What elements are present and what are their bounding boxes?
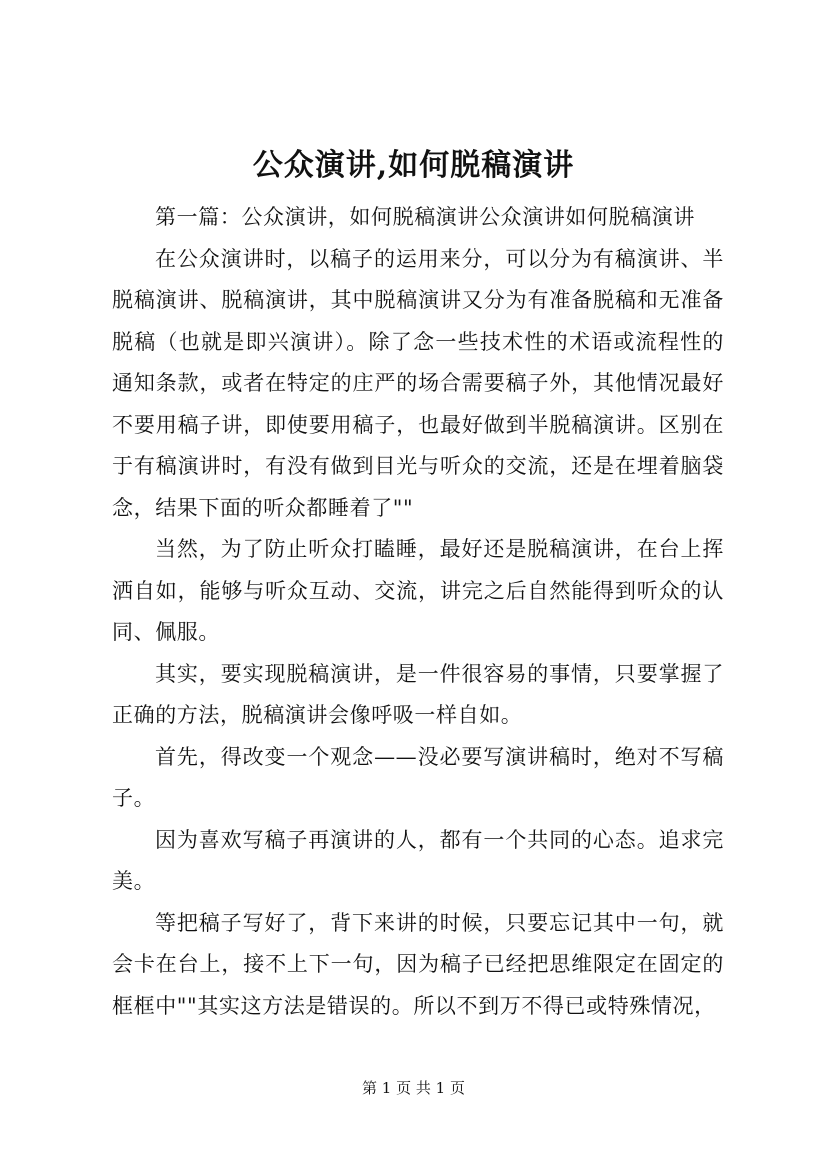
paragraph: 首先，得改变一个观念——没必要写演讲稿时，绝对不写稿子。 (112, 744, 724, 810)
paragraph: 第一篇：公众演讲，如何脱稿演讲公众演讲如何脱稿演讲 (155, 205, 695, 229)
document-body (112, 197, 724, 1027)
paragraph: 其实，要实现脱稿演讲，是一件很容易的事情，只要掌握了正确的方法，脱稿演讲会像呼吸一样自如。 (112, 661, 724, 727)
paragraph: 在公众演讲时，以稿子的运用来分，可以分为有稿演讲、半脱稿演讲、脱稿演讲，其中脱稿演讲又分为有准备脱稿和无准备脱稿（也就是即兴演讲）。除了念一些技术性的术语或流程性的通知条款，或者在特定的庄严的场合需要稿子外，其他情况最好不要用稿子讲，即使要用稿子，也最好做到半脱稿演讲。区别在于有稿演讲时，有没有做到目光与听众的交流，还是在埋着脑袋念，结果下面的听众都睡着了"" (112, 246, 724, 520)
paragraph: 当然，为了防止听众打瞌睡，最好还是脱稿演讲，在台上挥洒自如，能够与听众互动、交流，讲完之后自然能得到听众的认同、佩服。 (112, 537, 724, 644)
paragraph: 等把稿子写好了，背下来讲的时候，只要忘记其中一句，就会卡在台上，接不上下一句，因为稿子已经把思维限定在固定的框框中""其实这方法是错误的。所以不到万不得已或特殊情况， (112, 910, 724, 1018)
document-title: 公众演讲,如何脱稿演讲 (252, 148, 575, 183)
page-footer: 第 1 页 共 1 页 (362, 1079, 465, 1097)
paragraph: 因为喜欢写稿子再演讲的人，都有一个共同的心态。追求完美。 (112, 827, 724, 893)
